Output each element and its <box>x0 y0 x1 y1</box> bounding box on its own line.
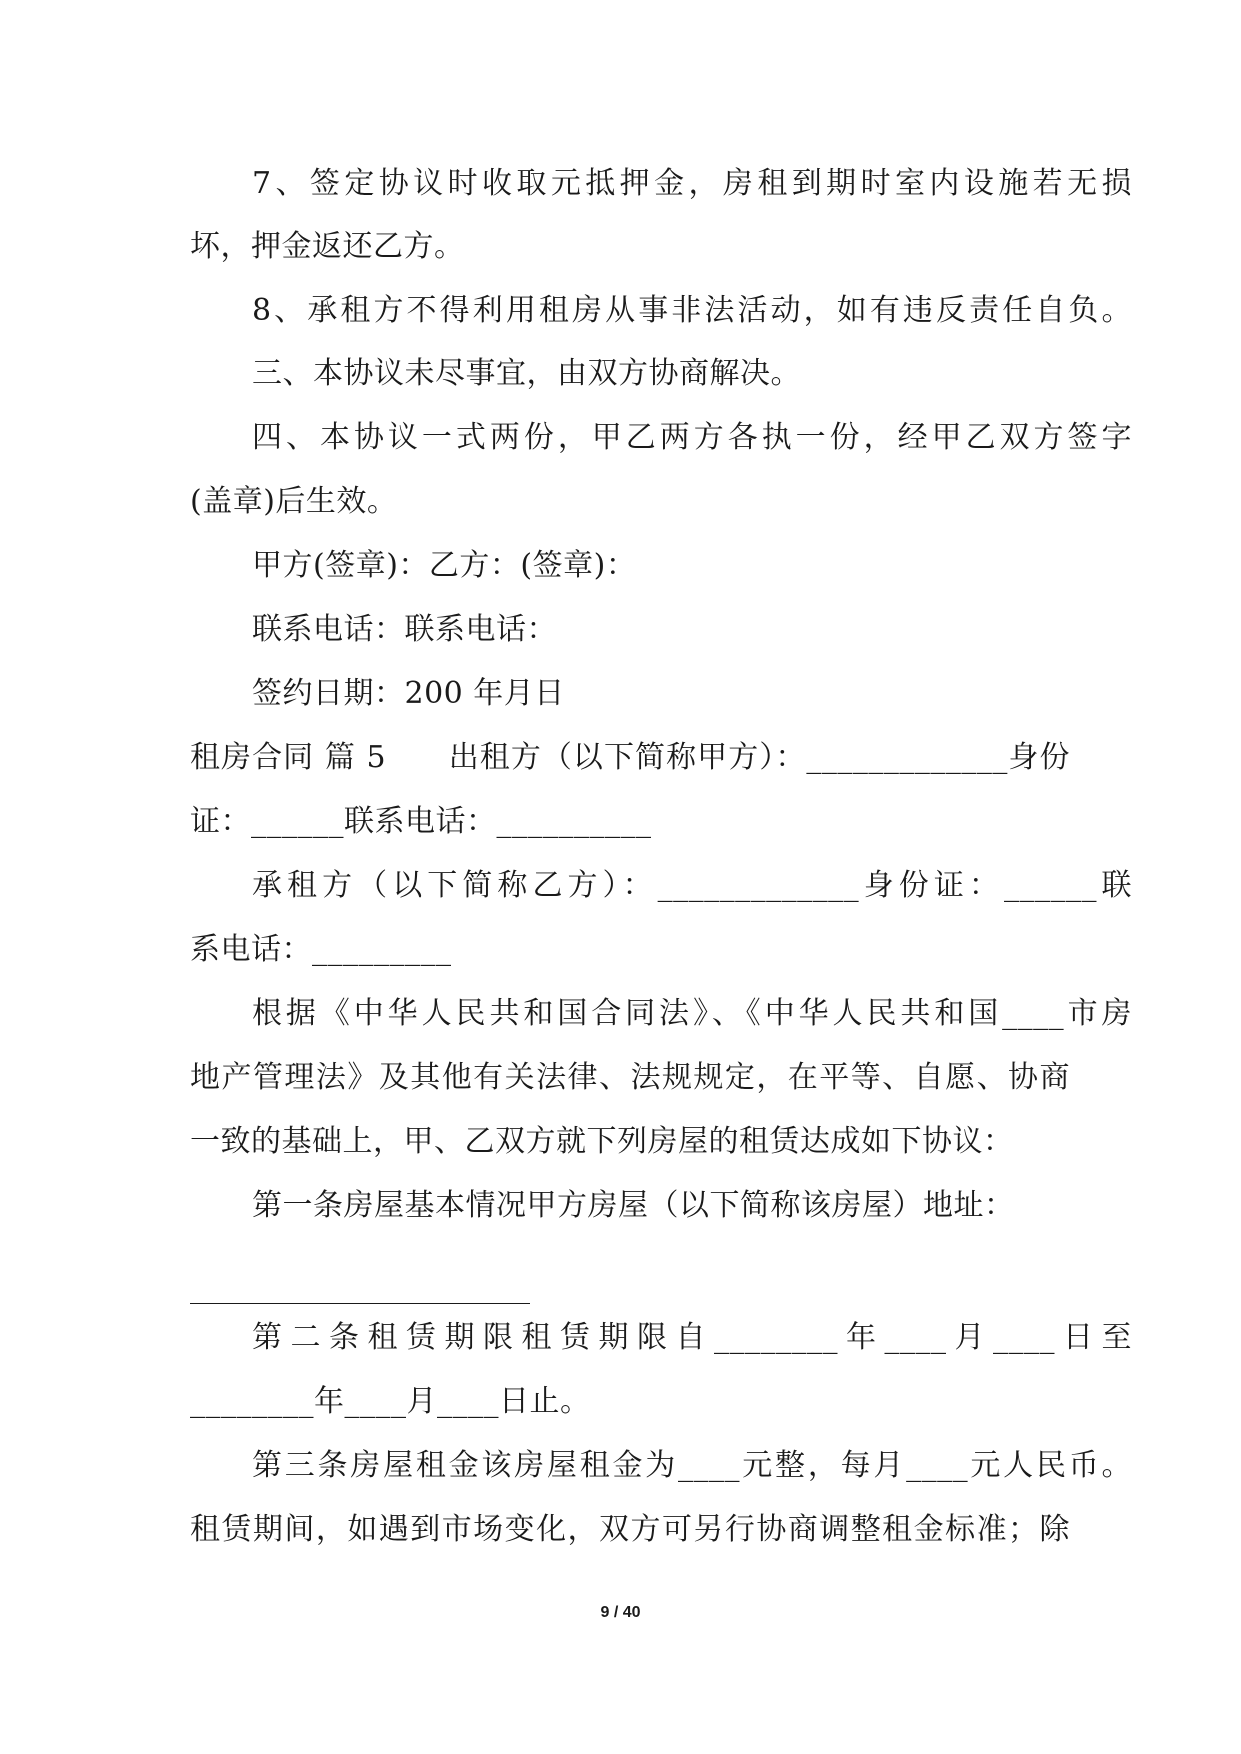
paragraph-line: 一致的基础上，甲、乙双方就下列房屋的租赁达成如下协议： <box>190 1124 1014 1159</box>
section-heading-line: 租房合同 篇 5 出租方（以下简称甲方）：_____________身份 <box>190 740 1070 775</box>
paragraph-line: 8、承租方不得利用租房从事非法活动，如有违反责任自负。 <box>252 293 1132 328</box>
address-blank-rule <box>190 1303 530 1304</box>
paragraph-line: 7、签定协议时收取元抵押金，房租到期时室内设施若无损 <box>252 166 1132 201</box>
paragraph-line: 四、本协议一式两份，甲乙两方各执一份，经甲乙双方签字 <box>252 420 1132 455</box>
contact-line: 联系电话：联系电话： <box>252 612 557 647</box>
signature-line: 甲方(签章)：乙方：(签章)： <box>252 548 637 583</box>
paragraph-line: 承租方（以下简称乙方）：_____________身份证：______联 <box>252 868 1132 903</box>
paragraph-line: ________年____月____日止。 <box>190 1384 591 1419</box>
paragraph-line: 系电话：_________ <box>190 932 452 967</box>
signing-date-line: 签约日期：200 年月日 <box>252 676 565 711</box>
page-number: 9 / 40 <box>600 1604 641 1621</box>
paragraph-line: 三、本协议未尽事宜，由双方协商解决。 <box>252 356 801 391</box>
paragraph-line: 第二条租赁期限租赁期限自________年____月____日至 <box>252 1320 1132 1355</box>
paragraph-line: 第三条房屋租金该房屋租金为____元整，每月____元人民币。 <box>252 1448 1132 1483</box>
paragraph-line: 第一条房屋基本情况甲方房屋（以下简称该房屋）地址： <box>252 1188 1015 1223</box>
paragraph-line: 证：______联系电话：__________ <box>190 804 652 839</box>
paragraph-line: 坏，押金返还乙方。 <box>190 229 465 264</box>
paragraph-line: 租赁期间，如遇到市场变化，双方可另行协商调整租金标准；除 <box>190 1512 1070 1547</box>
paragraph-line: 根据《中华人民共和国合同法》、《中华人民共和国____市房 <box>252 996 1132 1031</box>
paragraph-line: 地产管理法》及其他有关法律、法规规定，在平等、自愿、协商 <box>190 1060 1070 1095</box>
paragraph-line: (盖章)后生效。 <box>190 484 398 519</box>
